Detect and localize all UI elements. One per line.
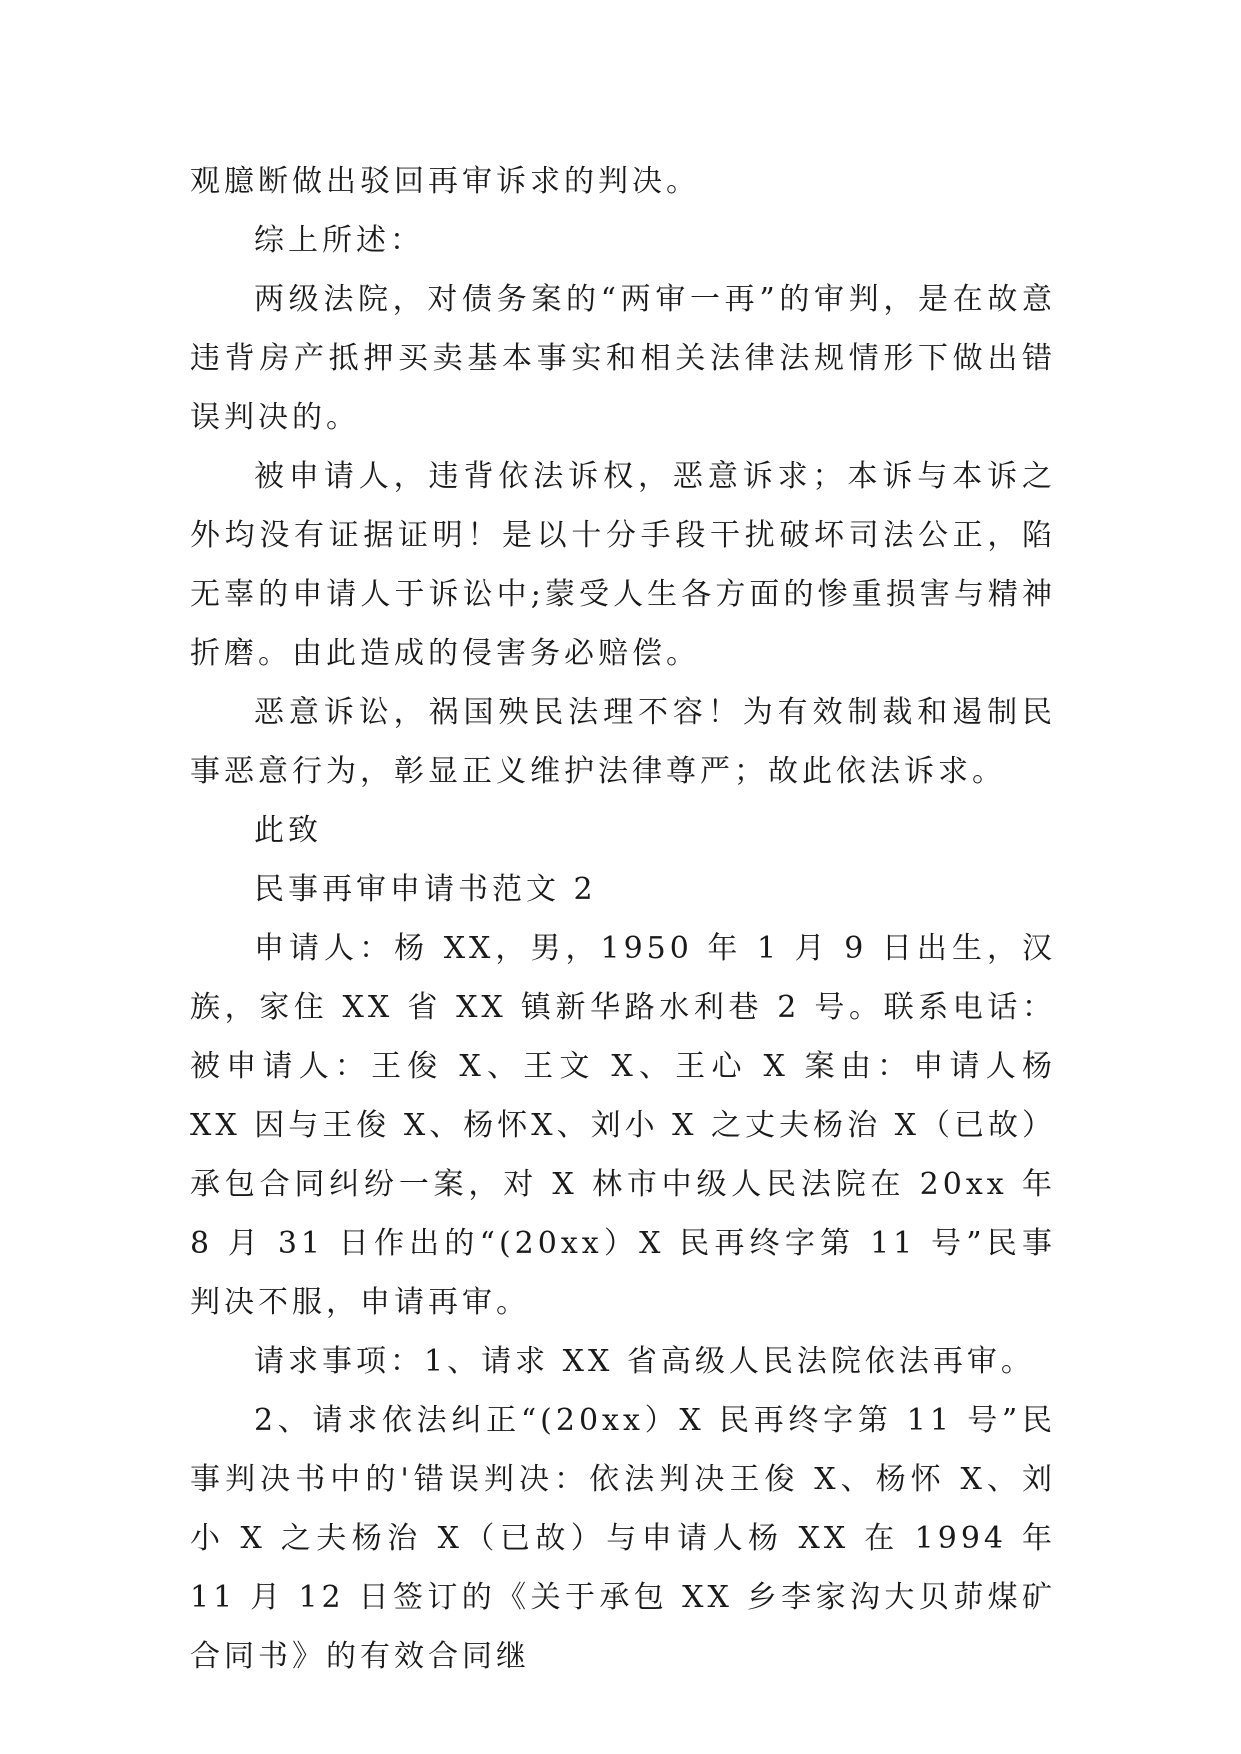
paragraph-continuation: 观臆断做出驳回再审诉求的判决。 — [190, 164, 700, 199]
document-page — [190, 152, 1056, 1686]
paragraph-salutation: 此致 — [254, 813, 322, 848]
paragraph-applicant-info: 申请人：杨 XX，男，1950 年 1 月 9 日出生，汉族，家住 XX 省 XX 镇新华路水利巷 2 号。联系电话：被申请人：王俊 X、王文 X、王心 X 案由：申请人杨 XX 因与王俊 X、杨怀X、刘小 X 之丈夫杨治 X（已故）承包合同纠纷一案，对 X 林市中级人民法院在 20xx 年 8 月 31 日作出的“(20xx）X 民再终字第 11 号”民事判决不服，申请再审。 — [190, 931, 1056, 1320]
paragraph-request-2: 2、请求依法纠正“(20xx）X 民再终字第 11 号”民事判决书中的'错误判决：依法判决王俊 X、杨怀 X、刘小 X 之夫杨治 X（已故）与申请人杨 XX 在 1994 年 11 月 12 日签订的《关于承包 XX 乡李家沟大贝茆煤矿合同书》的有效合同继 — [190, 1403, 1056, 1674]
paragraph-court-judgment: 两级法院，对债务案的“两审一再”的审判，是在故意违背房产抵押买卖基本事实和相关法律法规情形下做出错误判决的。 — [190, 282, 1056, 435]
paragraph-summary-heading: 综上所述： — [254, 223, 424, 258]
section-title: 民事再审申请书范文 2 — [254, 872, 597, 907]
paragraph-respondent: 被申请人，违背依法诉权，恶意诉求；本诉与本诉之外均没有证据证明！是以十分手段干扰破坏司法公正，陷无辜的申请人于诉讼中;蒙受人生各方面的惨重损害与精神折磨。由此造成的侵害务必赔偿。 — [190, 459, 1056, 671]
paragraph-malicious-litigation: 恶意诉讼，祸国殃民法理不容！为有效制裁和遏制民事恶意行为，彰显正义维护法律尊严；故此依法诉求。 — [190, 695, 1056, 789]
paragraph-request-1: 请求事项：1、请求 XX 省高级人民法院依法再审。 — [254, 1344, 1035, 1379]
